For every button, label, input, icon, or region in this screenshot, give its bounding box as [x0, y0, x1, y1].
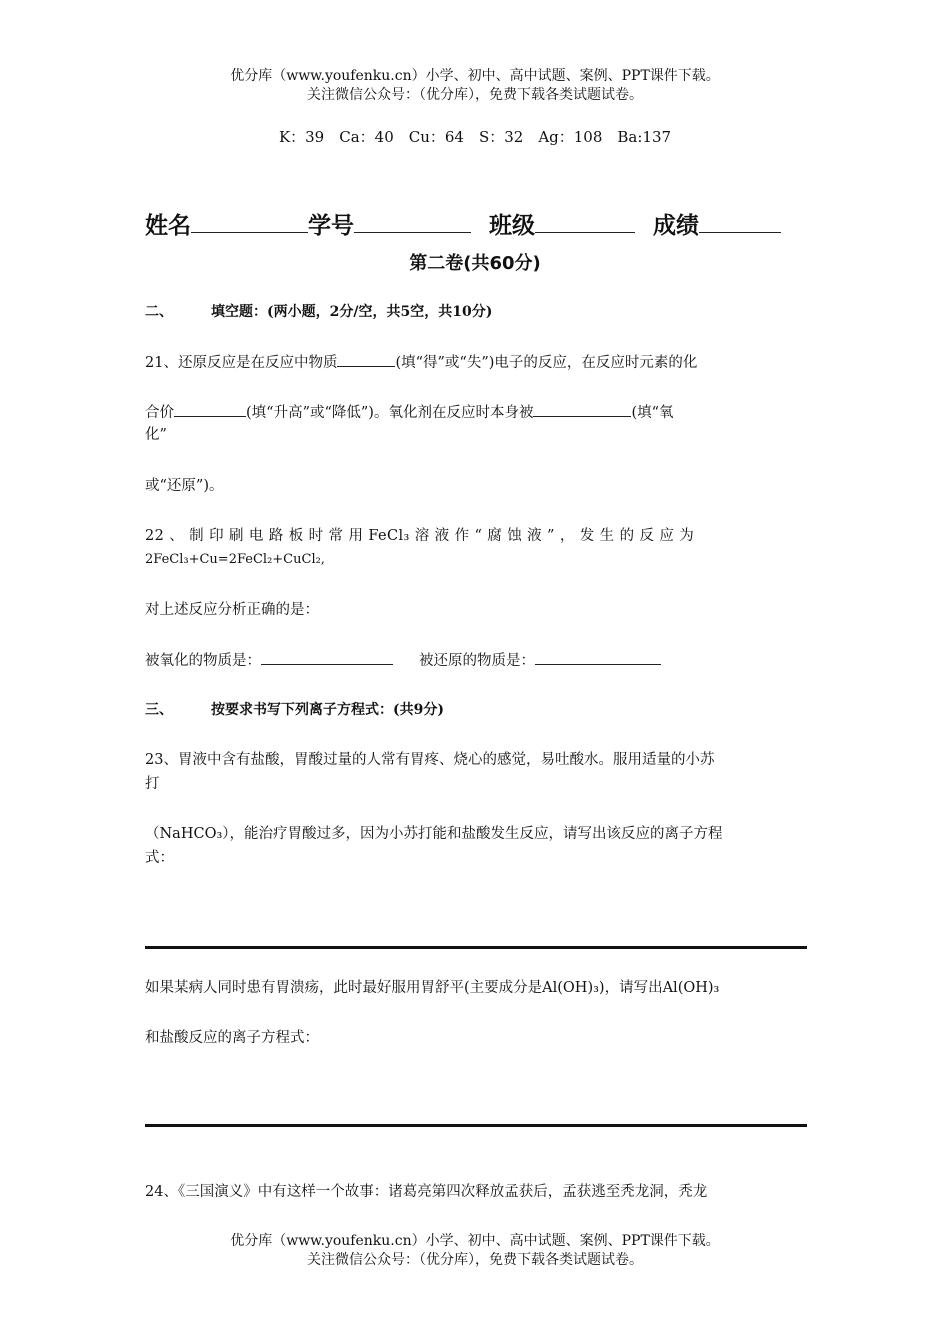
- atomic-masses: K：39 Ca：40 Cu：64 S：32 Ag：108 Ba:137: [278, 128, 672, 146]
- q21-line-4: 或“还原”)。: [145, 478, 224, 494]
- name-label: 姓名: [145, 213, 191, 239]
- section-2-number: 二、: [145, 304, 173, 320]
- q21-blank-3[interactable]: [533, 400, 631, 417]
- q23-line-2: 打: [145, 776, 160, 792]
- q24-line-1: 24、《三国演义》中有这样一个故事：诸葛亮第四次释放孟获后，孟获逃至秃龙洞，秃龙: [145, 1184, 708, 1200]
- section-3-text: 按要求书写下列离子方程式：(共9分): [211, 702, 444, 718]
- q22-oxidized-label: 被氧化的物质是：: [145, 653, 261, 669]
- section-2-text: 填空题：(两小题，2分/空，共5空，共10分): [211, 304, 493, 320]
- q21-line-2: [145, 400, 807, 425]
- q22-line-1: 22 、 制 印 刷 电 路 板 时 常 用 FeCl₃ 溶 液 作 “ 腐 蚀 液 ” ， 发 生 的 反 应 为: [145, 528, 695, 544]
- q23-answer-line-1[interactable]: [145, 946, 807, 949]
- q22-answers: [145, 648, 807, 673]
- q23-line-1: 23、胃液中含有盐酸，胃酸过量的人常有胃疼、烧心的感觉，易吐酸水。服用适量的小苏: [145, 752, 715, 768]
- q23-line-3: （NaHCO₃），能治疗胃酸过多，因为小苏打能和盐酸发生反应，请写出该反应的离子方程: [145, 826, 723, 842]
- q22-reduced-label: 被还原的物质是：: [419, 653, 535, 669]
- q21-blank-1[interactable]: [337, 350, 395, 367]
- score-blank[interactable]: [699, 210, 781, 233]
- name-blank[interactable]: [191, 210, 308, 233]
- q21-text-4: (填“升高”或“降低”)。氧化剂在反应时本身被: [246, 405, 534, 421]
- q23-line-4: 式：: [145, 850, 174, 866]
- q21-text-2: (填“得”或“失”)电子的反应，在反应时元素的化: [395, 355, 698, 371]
- q22-equation: 2FeCl₃+Cu=2FeCl₂+CuCl₂,: [145, 552, 325, 567]
- section-3-heading: [145, 698, 807, 722]
- q23-line-5: 如果某病人同时患有胃溃疡，此时最好服用胃舒平(主要成分是Al(OH)₃)，请写出Al(OH)₃: [145, 980, 720, 996]
- footer-line-2: 关注微信公众号：（优分库），免费下载各类试题试卷。: [307, 1252, 643, 1268]
- paper-title: 第二卷(共60分): [409, 253, 541, 274]
- q21-text-3: 合价: [145, 405, 174, 421]
- q22-reduced-blank[interactable]: [535, 648, 661, 665]
- class-blank[interactable]: [535, 210, 635, 233]
- q21-text-1: 21、还原反应是在反应中物质: [145, 355, 338, 371]
- header-line-2: 关注微信公众号：（优分库），免费下载各类试题试卷。: [307, 87, 643, 103]
- footer-line-1: 优分库（www.youfenku.cn）小学、初中、高中试题、案例、PPT课件下载。: [230, 1233, 720, 1249]
- score-label: 成绩: [653, 213, 699, 239]
- header-line-1: 优分库（www.youfenku.cn）小学、初中、高中试题、案例、PPT课件下载。: [230, 68, 720, 84]
- id-blank[interactable]: [354, 210, 471, 233]
- section-2-heading: [145, 300, 807, 324]
- q22-prompt: 对上述反应分析正确的是：: [145, 602, 319, 618]
- student-info-line: [145, 207, 807, 240]
- class-label: 班级: [489, 213, 535, 239]
- id-label: 学号: [308, 213, 354, 239]
- q21-line-1: [145, 350, 807, 375]
- q23-answer-line-2[interactable]: [145, 1124, 807, 1127]
- q21-blank-2[interactable]: [174, 400, 246, 417]
- section-3-number: 三、: [145, 702, 173, 718]
- q22-oxidized-blank[interactable]: [261, 648, 393, 665]
- q21-text-5: (填“氧: [631, 405, 674, 421]
- q23-line-6: 和盐酸反应的离子方程式：: [145, 1030, 319, 1046]
- q21-line-3: 化”: [145, 427, 167, 443]
